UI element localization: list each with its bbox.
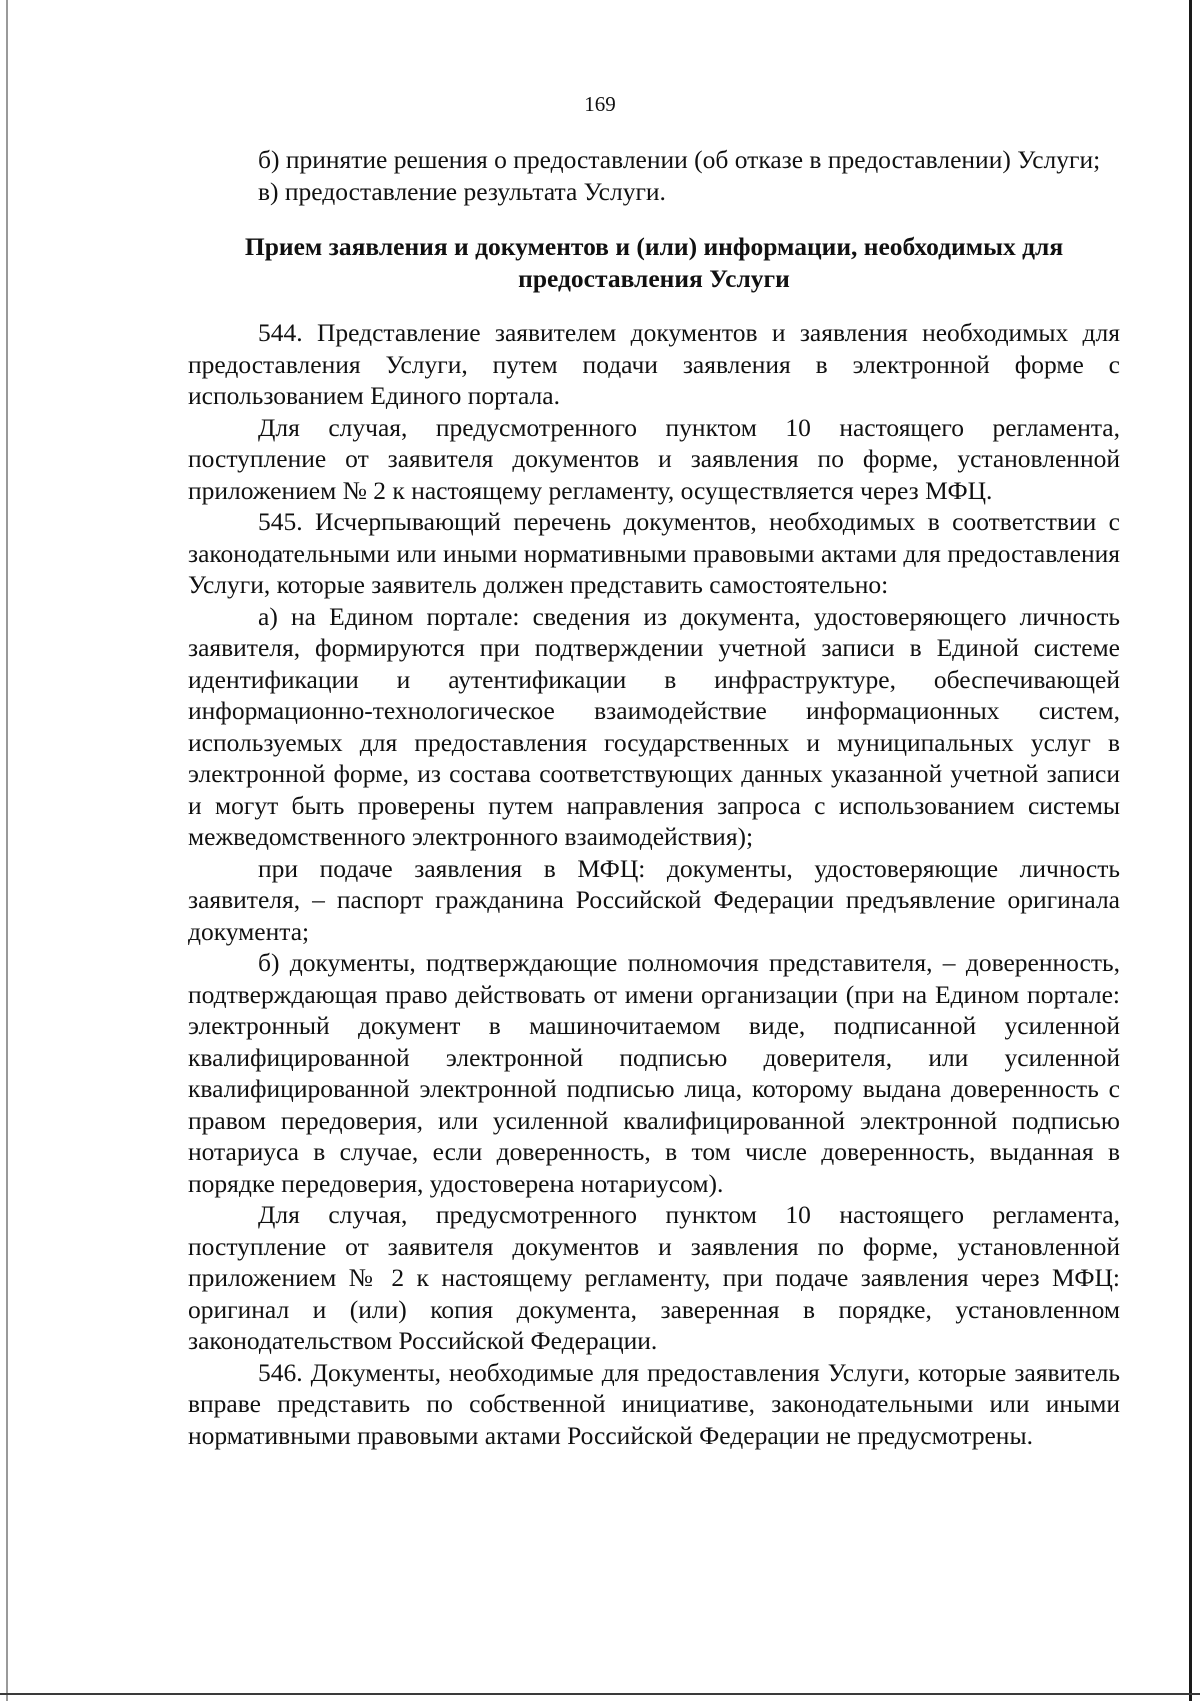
paragraph-545: 545. Исчерпывающий перечень документов, необходимых в соответствии с законодательными или иными нормативными правовыми актами для предоставления Услуги, которые заявитель должен представить самостоятельно: — [188, 507, 1120, 599]
section-heading: Прием заявления и документов и (или) информации, необходимых для предоставления Услуги — [244, 232, 1064, 293]
scan-bottom-edge — [0, 1693, 1200, 1695]
paragraph-b-decision: б) принятие решения о предоставлении (об отказе в предоставлении) Услуги; — [258, 145, 1101, 174]
scan-left-edge — [6, 0, 8, 1701]
paragraph-545-b: б) документы, подтверждающие полномочия представителя, – доверенность, подтверждающая право действовать от имени организации (при на Едином портале: электронный документ в машиночитаемом виде, подписанной усиленной квалифицированной электронной подписью доверителя, или усиленной квалифицированной электронной подписью лица, которому выдана доверенность с правом передоверия, или усиленной квалифицированной электронной подписью нотариуса в случае, если доверенность, в том числе доверенность, выданная в порядке передоверия, удостоверена нотариусом). — [188, 948, 1120, 1198]
page-number: 169 — [584, 92, 616, 116]
paragraph-v-result: в) предоставление результата Услуги. — [258, 176, 666, 206]
paragraph-544-mfc: Для случая, предусмотренного пунктом 10 настоящего регламента, поступление от заявителя документов и заявления по форме, установленной приложением № 2 к настоящему регламенту, осуществляется через МФЦ. — [188, 412, 1120, 505]
paragraph-546: 546. Документы, необходимые для предоставления Услуги, которые заявитель вправе представить по собственной инициативе, законодательными или иными нормативными правовыми актами Российской Федерации не предусмотрены. — [188, 1357, 1120, 1450]
paragraph-545-mfc-original: Для случая, предусмотренного пунктом 10 настоящего регламента, поступление от заявителя документов и заявления по форме, установленной приложением № 2 к настоящему регламенту, при подаче заявления через МФЦ: оригинал и (или) копия документа, заверенная в порядке, установленном законодательством Российской Федерации. — [188, 1200, 1120, 1355]
paragraph-545-a: а) на Едином портале: сведения из документа, удостоверяющего личность заявителя, формируются при подтверждении учетной записи в Единой системе идентификации и аутентификации в инфраструктуре, обеспечивающей информационно-технологическое взаимодействие информационных систем, используемых для предоставления государственных и муниципальных услуг в электронной форме, из состава соответствующих данных указанной учетной записи и могут быть проверены путем направления запроса с использованием системы межведомственного электронного взаимодействия); — [188, 601, 1120, 851]
paragraph-544: 544. Представление заявителем документов и заявления необходимых для предоставления Услуги, путем подачи заявления в электронной форме с использованием Единого портала. — [188, 318, 1120, 410]
scan-right-edge — [1189, 0, 1192, 1701]
document-body — [188, 144, 1120, 1451]
paragraph-545-mfc: при подаче заявления в МФЦ: документы, удостоверяющие личность заявителя, – паспорт гражданина Российской Федерации предъявление оригинала документа; — [188, 853, 1120, 946]
